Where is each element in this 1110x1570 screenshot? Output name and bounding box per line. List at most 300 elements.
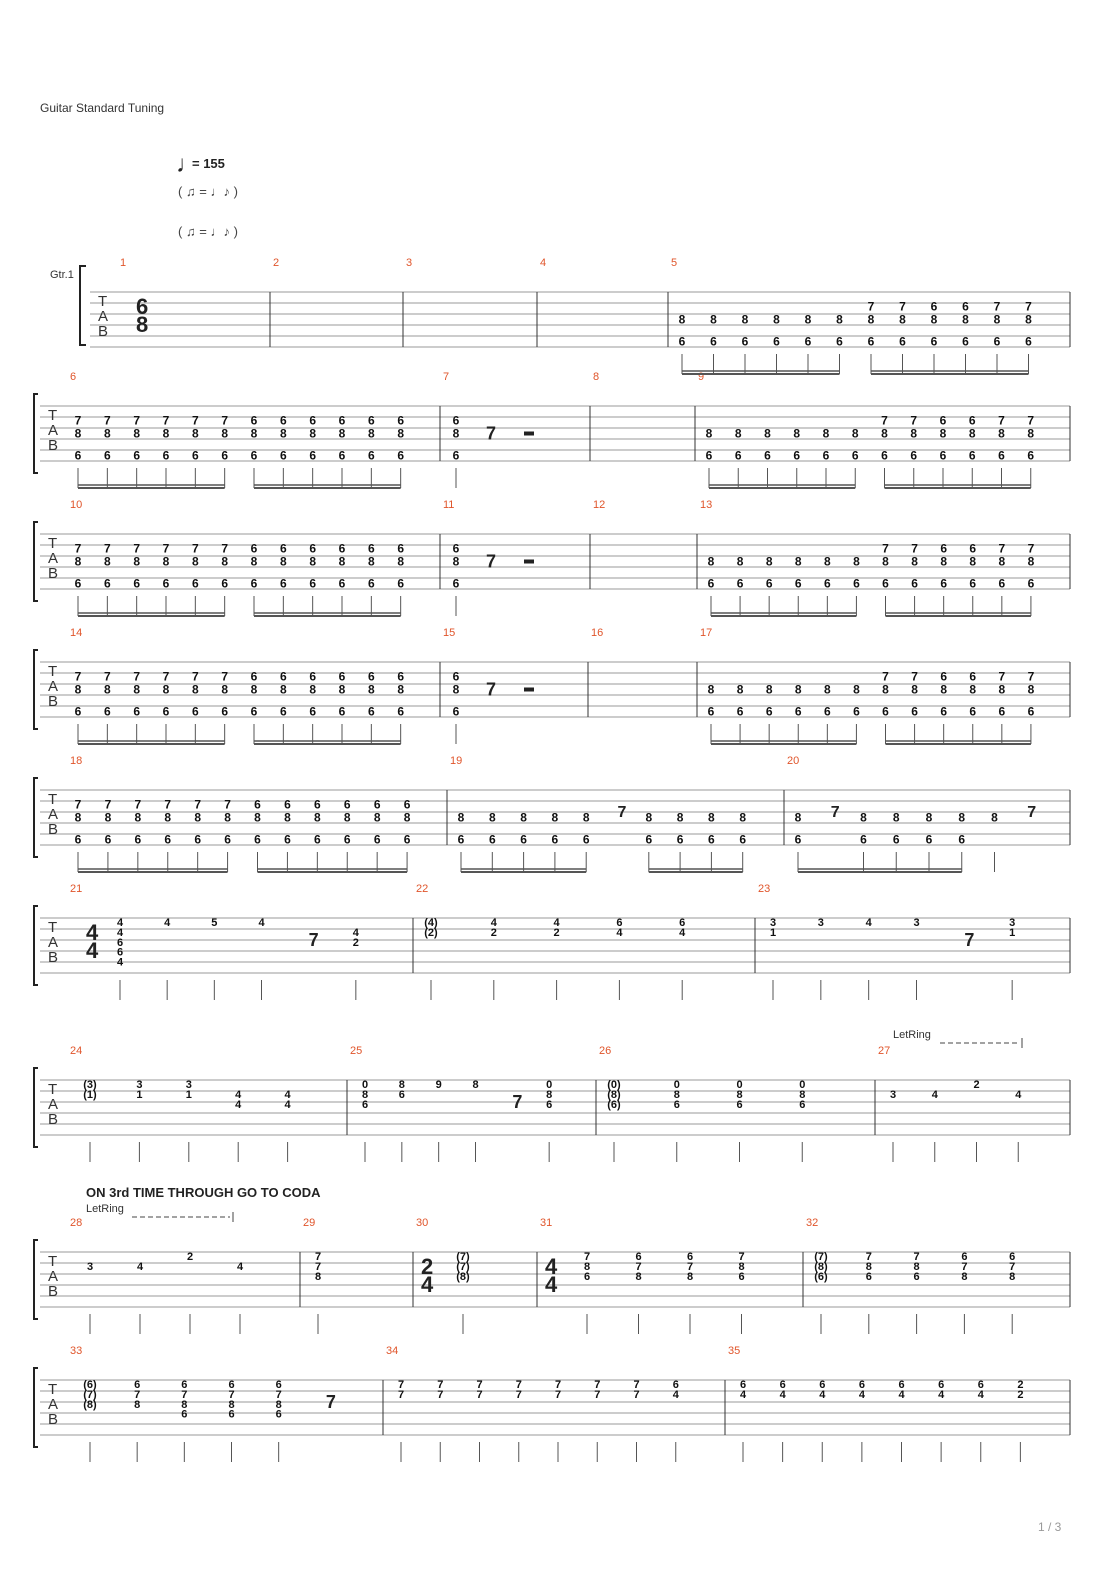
fret-number: 6 <box>338 413 346 428</box>
time-signature-bottom: 4 <box>86 938 99 963</box>
fret-number: 2 <box>1017 1388 1024 1401</box>
fret-number: 8 <box>194 810 202 825</box>
fret-number: 8 <box>254 810 261 825</box>
swing-feel-icon: ( ♫ = ♩♪ ) <box>178 184 238 199</box>
fret-number: 7 <box>998 669 1006 684</box>
tab-clef-t: T <box>48 1081 58 1098</box>
fret-number: 7 <box>1027 669 1035 684</box>
measure-number: 13 <box>700 499 713 511</box>
fret-number: 8 <box>133 426 141 441</box>
fret-number: 8 <box>279 682 287 697</box>
measure-number: 29 <box>303 1217 316 1229</box>
fret-number: 6 <box>940 704 948 719</box>
fret-number: 1 <box>185 1088 192 1101</box>
fret-number: (8) <box>83 1398 97 1411</box>
fret-number: 8 <box>794 682 802 697</box>
fret-number: 0 <box>736 1079 743 1091</box>
fret-number: 6 <box>452 576 460 591</box>
fret-number: 6 <box>910 448 918 463</box>
tab-clef-a: A <box>48 678 59 695</box>
fret-number: 6 <box>860 832 867 847</box>
fret-number: 6 <box>998 576 1006 591</box>
eighth-rest-icon: 7 <box>486 551 497 572</box>
fret-number: 8 <box>794 554 802 569</box>
fret-number: 6 <box>773 334 780 349</box>
fret-number: 6 <box>911 704 918 719</box>
fret-number: 2 <box>490 926 497 939</box>
fret-number: 6 <box>103 576 111 591</box>
let-ring-label: LetRing <box>893 1029 931 1041</box>
fret-number: 6 <box>998 704 1006 719</box>
fret-number: 8 <box>373 810 381 825</box>
fret-number: 6 <box>457 832 465 847</box>
fret-number: 7 <box>633 1388 640 1401</box>
system-bracket <box>80 266 86 345</box>
measure-number: 21 <box>70 883 83 895</box>
fret-number: 8 <box>250 554 258 569</box>
tab-clef-b: B <box>48 1111 59 1128</box>
fret-number: 8 <box>1025 312 1032 327</box>
fret-number: 6 <box>452 541 460 556</box>
tab-clef-t: T <box>48 919 58 936</box>
fret-number: 6 <box>939 448 947 463</box>
fret-number: 8 <box>865 1260 872 1273</box>
tab-clef-t: T <box>48 1253 58 1270</box>
fret-number: 7 <box>103 541 111 556</box>
fret-number: 8 <box>739 810 747 825</box>
system-bracket <box>34 522 38 601</box>
fret-number: 6 <box>254 832 261 847</box>
fret-number: 4 <box>116 956 124 969</box>
fret-number: 6 <box>679 917 686 929</box>
fret-number: 4 <box>490 917 497 929</box>
fret-number: 6 <box>867 334 875 349</box>
system-bracket <box>34 778 38 857</box>
fret-number: 6 <box>284 797 291 812</box>
fret-number: 6 <box>275 1379 282 1391</box>
fret-number: (8) <box>607 1088 621 1101</box>
fret-number: 6 <box>583 1270 591 1283</box>
fret-number: 8 <box>708 810 715 825</box>
fret-number: 6 <box>397 448 405 463</box>
tab-clef-b: B <box>98 323 109 340</box>
fret-number: 8 <box>191 554 199 569</box>
fret-number: 8 <box>457 810 465 825</box>
fret-number: 7 <box>74 413 82 428</box>
fret-number: 8 <box>913 1260 920 1273</box>
fret-number: 4 <box>284 1088 291 1101</box>
fret-number: 8 <box>881 426 888 441</box>
fret-number: 7 <box>635 1260 642 1273</box>
tab-clef-t: T <box>48 407 58 424</box>
fret-number: 8 <box>546 1088 553 1101</box>
fret-number: 6 <box>765 576 773 591</box>
fret-number: 6 <box>799 1098 806 1111</box>
measure-number: 23 <box>758 883 771 895</box>
fret-number: 8 <box>836 312 843 327</box>
fret-number: 7 <box>133 413 141 428</box>
measure-number: 31 <box>540 1217 553 1229</box>
fret-number: 8 <box>221 426 229 441</box>
fret-number: 8 <box>221 554 229 569</box>
fret-number: 6 <box>993 334 1001 349</box>
fret-number: 7 <box>554 1388 562 1401</box>
fret-number: 6 <box>279 541 287 556</box>
fret-number: 8 <box>181 1398 188 1411</box>
measure-number: 15 <box>443 627 456 639</box>
fret-number: 6 <box>911 576 918 591</box>
fret-number: 3 <box>86 1260 94 1273</box>
fret-number: 8 <box>1027 682 1035 697</box>
fret-number: 7 <box>164 797 172 812</box>
fret-number: 7 <box>397 1379 405 1391</box>
tab-clef-t: T <box>98 293 108 310</box>
measure-number: 17 <box>700 627 713 639</box>
fret-number: 6 <box>254 797 261 812</box>
fret-number: 8 <box>367 682 375 697</box>
fret-number: 6 <box>736 1098 743 1111</box>
tab-clef-a: A <box>48 1268 59 1285</box>
fret-number: 8 <box>678 312 686 327</box>
fret-number: 6 <box>133 448 141 463</box>
fret-number: 6 <box>338 576 346 591</box>
fret-number: 6 <box>309 704 317 719</box>
fret-number: 8 <box>940 682 948 697</box>
fret-number: 6 <box>164 832 172 847</box>
fret-number: 9 <box>435 1079 442 1091</box>
fret-number: 7 <box>191 669 199 684</box>
fret-number: 6 <box>882 704 889 719</box>
fret-number: 8 <box>520 810 527 825</box>
tempo-marking: = 155 <box>192 156 225 171</box>
fret-number: 8 <box>583 1260 591 1273</box>
fret-number: 8 <box>74 426 82 441</box>
system-bracket <box>34 1368 38 1447</box>
fret-number: 8 <box>103 426 111 441</box>
fret-number: 8 <box>673 1088 680 1101</box>
fret-number: 7 <box>221 413 229 428</box>
fret-number: (6) <box>83 1379 97 1391</box>
fret-number: 6 <box>939 413 947 428</box>
fret-number: 8 <box>162 682 170 697</box>
system-bracket <box>34 650 38 729</box>
fret-number: 6 <box>892 832 900 847</box>
fret-number: 6 <box>284 832 291 847</box>
fret-number: 7 <box>194 797 202 812</box>
fret-number: 6 <box>925 832 933 847</box>
fret-number: 8 <box>860 810 867 825</box>
fret-number: 8 <box>74 810 82 825</box>
fret-number: 7 <box>515 1388 522 1401</box>
fret-number: 6 <box>279 413 287 428</box>
fret-number: 6 <box>741 334 749 349</box>
time-signature-bottom: 8 <box>136 312 149 337</box>
fret-number: 6 <box>913 1270 920 1283</box>
fret-number: 8 <box>74 682 82 697</box>
fret-number: 8 <box>472 1079 479 1091</box>
fret-number: 6 <box>822 448 830 463</box>
fret-number: 8 <box>853 682 860 697</box>
fret-number: 7 <box>221 669 229 684</box>
fret-number: 8 <box>191 682 199 697</box>
fret-number: 6 <box>250 576 258 591</box>
fret-number: 8 <box>582 810 590 825</box>
fret-number: 6 <box>899 334 906 349</box>
tab-clef-b: B <box>48 437 59 454</box>
fret-number: 8 <box>191 426 199 441</box>
measure-number: 2 <box>273 257 280 269</box>
fret-number: 3 <box>817 917 824 929</box>
fret-number: 6 <box>930 299 938 314</box>
fret-number: 0 <box>673 1079 680 1091</box>
fret-number: 8 <box>103 554 111 569</box>
fret-number: 8 <box>367 554 375 569</box>
fret-number: 4 <box>672 1388 679 1401</box>
quarter-note-icon: ♩ <box>176 151 200 178</box>
time-signature-top: 4 <box>86 920 99 945</box>
fret-number: 7 <box>437 1379 444 1391</box>
measure-number: 22 <box>416 883 429 895</box>
fret-number: 6 <box>858 1379 865 1391</box>
fret-number: 7 <box>594 1379 601 1391</box>
fret-number: 8 <box>403 810 411 825</box>
fret-number: 7 <box>162 413 170 428</box>
fret-number: 6 <box>635 1251 642 1263</box>
fret-number: 6 <box>403 797 411 812</box>
fret-number: 8 <box>452 426 460 441</box>
fret-number: 8 <box>851 426 859 441</box>
fret-number: 0 <box>546 1079 553 1091</box>
fret-number: 8 <box>940 554 948 569</box>
fret-number: 8 <box>361 1088 369 1101</box>
fret-number: 8 <box>793 426 801 441</box>
fret-number: 4 <box>284 1098 291 1111</box>
fret-number: 6 <box>313 832 321 847</box>
fret-number: 6 <box>74 704 82 719</box>
fret-number: 8 <box>823 682 831 697</box>
fret-number: 8 <box>765 682 773 697</box>
fret-number: 3 <box>185 1079 192 1091</box>
fret-number: 8 <box>736 554 744 569</box>
fret-number: 6 <box>938 1379 945 1391</box>
fret-number: 8 <box>930 312 938 327</box>
tab-clef-t: T <box>48 791 58 808</box>
fret-number: 7 <box>103 413 111 428</box>
fret-number: 8 <box>968 426 976 441</box>
half-rest-icon <box>524 560 534 564</box>
fret-number: 3 <box>1009 917 1016 929</box>
fret-number: (7) <box>456 1251 470 1263</box>
fret-number: 8 <box>1027 426 1035 441</box>
fret-number: 6 <box>162 704 170 719</box>
fret-number: 8 <box>998 554 1006 569</box>
measure-number: 24 <box>70 1045 83 1057</box>
fret-number: 6 <box>338 669 346 684</box>
fret-number: 6 <box>794 576 802 591</box>
fret-number: 6 <box>452 448 460 463</box>
fret-number: 6 <box>969 576 977 591</box>
fret-number: 7 <box>104 797 112 812</box>
fret-number: 6 <box>250 704 258 719</box>
time-signature-bottom: 4 <box>545 1272 558 1297</box>
fret-number: 8 <box>823 554 831 569</box>
fret-number: 6 <box>968 448 976 463</box>
fret-number: (7) <box>456 1260 470 1273</box>
fret-number: 6 <box>551 832 559 847</box>
fret-number: (6) <box>607 1098 621 1111</box>
fret-number: 6 <box>224 832 231 847</box>
fret-number: 8 <box>103 682 111 697</box>
fret-number: 6 <box>881 448 888 463</box>
fret-number: 4 <box>739 1388 747 1401</box>
fret-number: 7 <box>476 1388 483 1401</box>
fret-number: 6 <box>397 576 405 591</box>
fret-number: 8 <box>969 554 977 569</box>
fret-number: 6 <box>739 832 747 847</box>
fret-number: 7 <box>224 797 231 812</box>
fret-number: 7 <box>738 1251 745 1263</box>
fret-number: 6 <box>962 299 969 314</box>
measure-number: 18 <box>70 755 83 767</box>
fret-number: 6 <box>969 669 977 684</box>
tab-clef-t: T <box>48 663 58 680</box>
fret-number: 6 <box>794 832 802 847</box>
fret-number: 6 <box>134 832 142 847</box>
fret-number: 4 <box>235 1088 242 1101</box>
measure-number: 5 <box>671 257 678 269</box>
tab-clef-a: A <box>98 308 109 325</box>
fret-number: 6 <box>823 576 831 591</box>
time-signature-top: 4 <box>545 1254 558 1279</box>
fret-number: 6 <box>398 1088 405 1101</box>
fret-number: 8 <box>74 554 82 569</box>
fret-number: 8 <box>867 312 875 327</box>
fret-number: 8 <box>991 810 998 825</box>
fret-number: 4 <box>553 917 560 929</box>
fret-number: 7 <box>583 1251 591 1263</box>
fret-number: 8 <box>314 1270 322 1283</box>
fret-number: 6 <box>338 704 346 719</box>
eighth-rest-icon: 7 <box>308 930 319 950</box>
fret-number: 7 <box>103 669 111 684</box>
fret-number: 8 <box>910 426 918 441</box>
measure-number: 27 <box>878 1045 891 1057</box>
fret-number: (8) <box>456 1270 470 1283</box>
fret-number: 7 <box>554 1379 562 1391</box>
fret-number: 7 <box>275 1388 282 1401</box>
fret-number: 7 <box>133 541 141 556</box>
measure-number: 12 <box>593 499 606 511</box>
fret-number: 4 <box>116 917 124 929</box>
fret-number: 6 <box>853 704 860 719</box>
system-bracket <box>34 1068 38 1147</box>
fret-number: 6 <box>1027 576 1035 591</box>
fret-number: 7 <box>881 413 888 428</box>
fret-number: 8 <box>882 682 889 697</box>
fret-number: 8 <box>736 1088 743 1101</box>
fret-number: 6 <box>367 413 375 428</box>
fret-number: 8 <box>853 554 860 569</box>
fret-number: 7 <box>961 1260 968 1273</box>
measure-number: 32 <box>806 1217 819 1229</box>
fret-number: 4 <box>258 917 265 929</box>
measure-number: 30 <box>416 1217 429 1229</box>
fret-number: 4 <box>931 1088 938 1101</box>
measure-number: 10 <box>70 499 83 511</box>
fret-number: 8 <box>275 1398 282 1411</box>
fret-number: 8 <box>925 810 933 825</box>
fret-number: (6) <box>814 1270 828 1283</box>
fret-number: 6 <box>309 413 317 428</box>
fret-number: 6 <box>343 797 351 812</box>
fret-number: 7 <box>191 541 199 556</box>
fret-number: 8 <box>962 312 969 327</box>
fret-number: 6 <box>672 1379 679 1391</box>
tab-clef-b: B <box>48 1411 59 1428</box>
fret-number: 7 <box>910 413 918 428</box>
fret-number: 6 <box>961 1251 968 1263</box>
fret-number: 6 <box>373 797 381 812</box>
tab-clef-a: A <box>48 934 59 951</box>
fret-number: 6 <box>962 334 969 349</box>
fret-number: 6 <box>1027 448 1035 463</box>
measure-number: 26 <box>599 1045 612 1057</box>
fret-number: 8 <box>221 682 229 697</box>
fret-number: 6 <box>116 936 124 949</box>
fret-number: 8 <box>309 682 317 697</box>
half-rest-icon <box>524 432 534 436</box>
fret-number: 6 <box>764 448 771 463</box>
fret-number: 8 <box>309 554 317 569</box>
fret-number: (0) <box>607 1079 621 1091</box>
fret-number: 8 <box>736 682 744 697</box>
fret-number: (1) <box>83 1088 97 1101</box>
fret-number: 4 <box>938 1388 945 1401</box>
fret-number: 6 <box>676 832 684 847</box>
fret-number: 7 <box>594 1388 601 1401</box>
measure-number: 8 <box>593 371 600 383</box>
fret-number: 8 <box>738 1260 745 1273</box>
fret-number: 6 <box>338 541 346 556</box>
fret-number: 6 <box>851 448 859 463</box>
eighth-rest-icon: 7 <box>830 804 840 821</box>
fret-number: 7 <box>911 541 918 556</box>
fret-number: 0 <box>361 1079 369 1091</box>
fret-number: 6 <box>520 832 527 847</box>
fret-number: 7 <box>162 669 170 684</box>
fret-number: 8 <box>686 1270 694 1283</box>
tab-clef-a: A <box>48 1096 59 1113</box>
fret-number: 4 <box>779 1388 786 1401</box>
fret-number: 6 <box>678 334 686 349</box>
fret-number: 8 <box>367 426 375 441</box>
system-bracket <box>34 394 38 473</box>
fret-number: 6 <box>823 704 831 719</box>
fret-number: 8 <box>734 426 742 441</box>
fret-number: 6 <box>228 1408 235 1421</box>
fret-number: 6 <box>134 1379 141 1391</box>
fret-number: 6 <box>221 448 229 463</box>
fret-number: 6 <box>191 448 199 463</box>
instrument-label: Gtr.1 <box>50 269 74 281</box>
fret-number: 6 <box>452 704 460 719</box>
fret-number: 6 <box>191 704 199 719</box>
measure-number: 1 <box>120 257 127 269</box>
fret-number: 6 <box>162 576 170 591</box>
fret-number: 6 <box>1009 1251 1016 1263</box>
fret-number: 7 <box>515 1379 522 1391</box>
measure-number: 33 <box>70 1345 83 1357</box>
